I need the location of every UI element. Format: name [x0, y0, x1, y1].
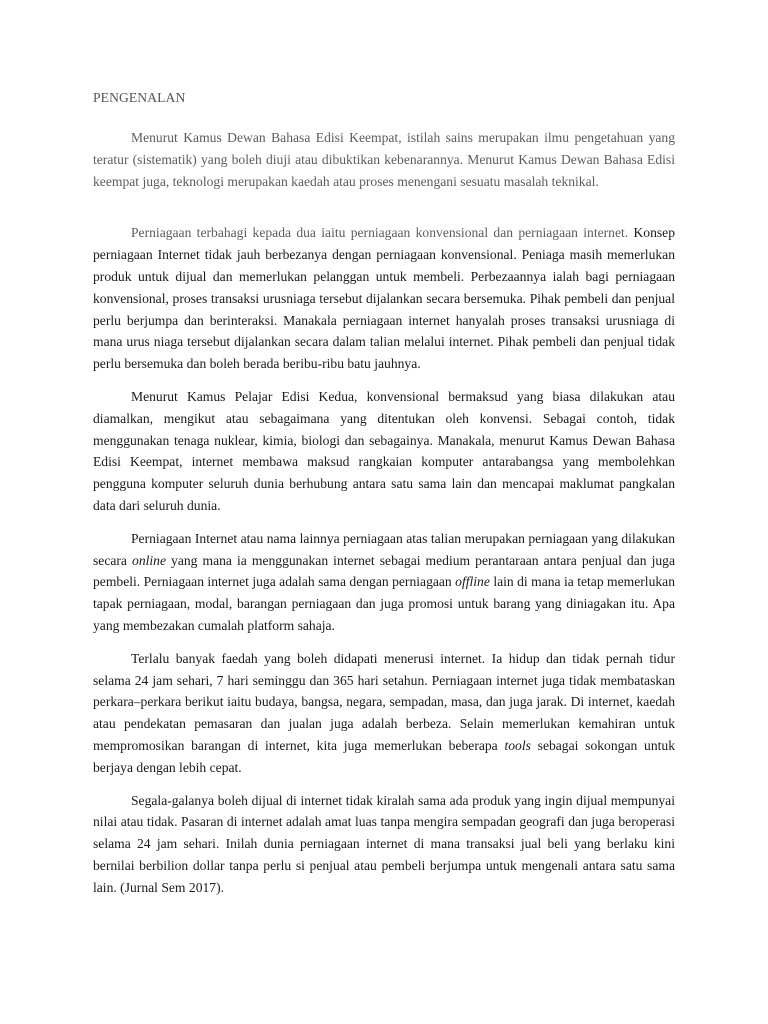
- paragraph-body-text: Konsep perniagaan Internet tidak jauh berbezanya dengan perniagaan konvensional. Peniaga masih memerlukan produk untuk dijual dan memerlukan pelanggan untuk membeli. Perbezaannya ialah bagi perniagaan konvensional, proses transaksi urusniaga tersebut dijalankan secara bersemuka. Pihak pembeli dan penjual perlu berjumpa dan berinteraksi. Manakala perniagaan internet hanyalah proses transaksi urusniaga di mana urus niaga tersebut dijalankan secara dalam talian melalui internet. Pihak pembeli dan penjual tidak perlu bersemuka dan boleh berada beribu-ribu batu jauhnya.: [93, 225, 675, 372]
- paragraph-lead-text: Perniagaan terbahagi kepada dua iaitu perniagaan konvensional dan perniagaan internet.: [131, 225, 629, 241]
- paragraph-definition-sains-teknologi: Menurut Kamus Dewan Bahasa Edisi Keempat, istilah sains merupakan ilmu pengetahuan yang teratur (sistematik) yang boleh diuji atau dibuktikan kebenarannya. Menurut Kamus Dewan Bahasa Edisi keempat juga, teknologi merupakan kaedah atau proses menengani sesuatu masalah teknikal.: [93, 130, 675, 189]
- document-page: [93, 90, 675, 910]
- text-run: yang mana ia menggunakan internet sebagai medium perantaraan antara penjual dan juga pembeli. Perniagaan internet juga adalah sama dengan perniagaan: [93, 552, 676, 590]
- text-run: lain di mana ia tetap memerlukan tapak perniagaan, modal, barangan perniagaan dan juga promosi untuk barang yang diniagakan itu. Apa yang membezakan cumalah platform sahaja.: [93, 574, 675, 633]
- italic-term-online: online: [132, 552, 166, 568]
- paragraph-definisi-konvensional: Menurut Kamus Pelajar Edisi Kedua, konvensional bermaksud yang biasa dilakukan atau diamalkan, mengikut atau sebagaimana yang ditentukan oleh konvensi. Sebagai contoh, tidak menggunakan tenaga nuklear, kimia, biologi dan sebagainya. Manakala, menurut Kamus Dewan Bahasa Edisi Keempat, internet membawa maksud rangkaian komputer antarabangsa yang membolehkan pengguna komputer seluruh dunia berhubung antara satu sama lain dan mencapai maklumat pangkalan data dari seluruh dunia.: [93, 388, 675, 513]
- italic-term-offline: offline: [455, 574, 490, 590]
- paragraph-jenis-perniagaan: [93, 222, 675, 375]
- paragraph-faedah-internet: [93, 648, 675, 779]
- text-run: Terlalu banyak faedah yang boleh didapati menerusi internet. Ia hidup dan tidak pernah tidur selama 24 jam sehari, 7 hari seminggu dan 365 hari setahun. Perniagaan internet juga tidak membataskan perkara–perkara berikut iaitu budaya, bangsa, negara, sempadan, masa, dan juga jarak. Di internet, kaedah atau pendekatan pemasaran dan jualan juga adalah berbeza. Selain memerlukan kemahiran untuk mempromosikan barangan di internet, kita juga memerlukan beberapa: [93, 650, 675, 753]
- text-run: sebagai sokongan untuk berjaya dengan lebih cepat.: [93, 737, 675, 775]
- section-heading: PENGENALAN: [93, 90, 186, 105]
- paragraph-pasaran-internet: Segala-galanya boleh dijual di internet tidak kiralah sama ada produk yang ingin dijual mempunyai nilai atau tidak. Pasaran di internet adalah amat luas tanpa mengira sempadan geografi dan juga beroperasi selama 24 jam sehari. Inilah dunia perniagaan internet di mana transaksi jual beli yang berlaku kini bernilai berbilion dollar tanpa perlu si penjual atau pembeli berjumpa untuk mengenali antara satu sama lain. (Jurnal Sem 2017).: [93, 792, 675, 895]
- italic-term-tools: tools: [504, 737, 531, 753]
- paragraph-perniagaan-internet: [93, 528, 675, 637]
- text-run: Perniagaan Internet atau nama lainnya perniagaan atas talian merupakan perniagaan yang dilakukan secara: [93, 530, 675, 568]
